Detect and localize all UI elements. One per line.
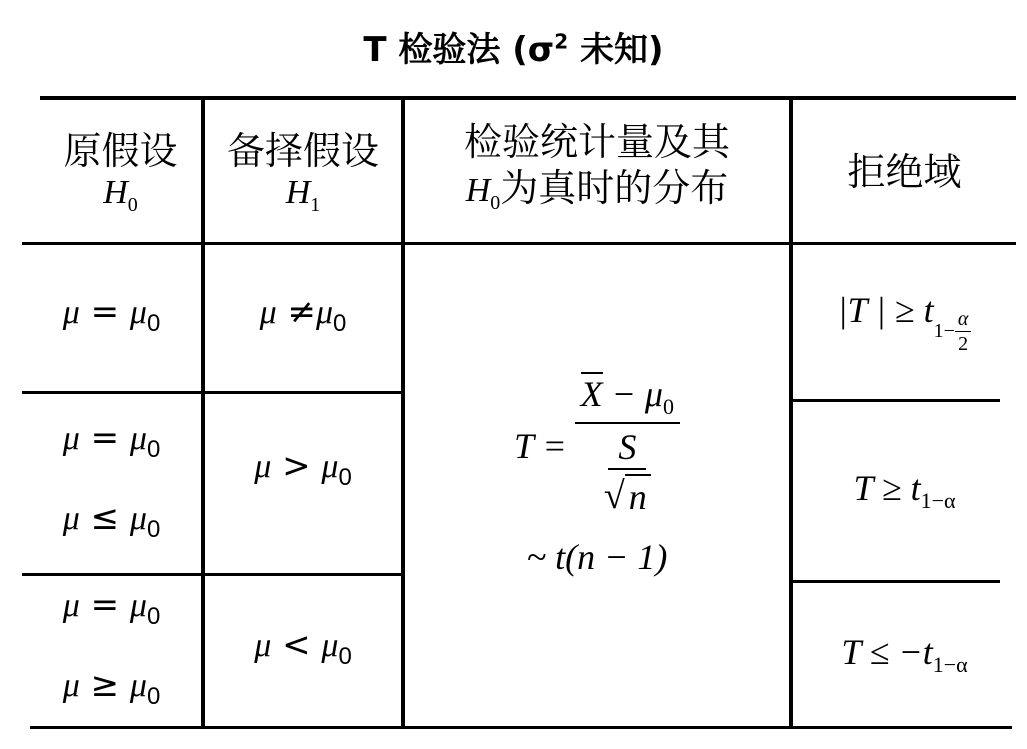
region-formula <box>838 289 972 356</box>
operator: ≤ <box>79 497 130 538</box>
table-top-rule <box>40 96 1016 100</box>
main-fraction <box>575 373 680 518</box>
title-after: 未知) <box>568 30 664 70</box>
region-pre: |T | ≥ t <box>837 289 934 330</box>
page-title <box>0 22 1027 71</box>
mu-symbol: μ <box>259 294 277 332</box>
mu-sub: 0 <box>663 394 675 420</box>
region-sub: 1−α <box>920 488 956 514</box>
t-statistic <box>514 373 680 518</box>
radical-sign: √ <box>603 475 625 518</box>
distribution: ~ t(n − 1) <box>526 537 668 578</box>
row1-null <box>22 245 201 391</box>
header-null-label: 原假设 <box>63 128 178 173</box>
subscript: 0 <box>338 463 352 491</box>
row3-null <box>22 576 201 726</box>
mu-symbol: μ <box>254 627 272 665</box>
den-s: S <box>608 426 646 470</box>
region-fraction <box>955 307 972 356</box>
region-sub <box>934 307 972 356</box>
header-stat-line2: 为真时的分布 <box>500 165 729 210</box>
mu-symbol: μ <box>129 667 147 704</box>
header-alt-hypothesis <box>205 112 401 232</box>
minus-mu: − μ <box>602 373 664 414</box>
h0-sub: 0 <box>127 193 138 216</box>
hyp-line <box>63 651 161 731</box>
region-formula <box>841 631 967 678</box>
subscript: 0 <box>146 682 161 710</box>
operator: ≥ <box>79 665 130 705</box>
table-bottom-rule <box>30 726 1012 729</box>
operator: = <box>79 585 130 626</box>
hyp-line <box>63 278 161 358</box>
mu-symbol: μ <box>254 447 272 485</box>
row3-region <box>793 583 1016 726</box>
mu-symbol: μ <box>129 499 147 537</box>
header-rejection <box>793 112 1016 232</box>
region-formula <box>853 467 955 514</box>
operator: < <box>271 625 322 666</box>
fraction-numerator <box>575 373 680 422</box>
stat-h0-letter: H <box>465 171 491 209</box>
mu-symbol: μ <box>129 587 147 625</box>
row2-region <box>793 402 1016 580</box>
header-alt-label: 备择假设 <box>226 128 379 173</box>
row3-alt <box>205 576 401 726</box>
header-null-hypothesis <box>40 112 201 232</box>
mu-symbol: μ <box>62 294 80 332</box>
mu-symbol: μ <box>129 419 147 457</box>
operator: ≠ <box>276 292 316 333</box>
fraction-denominator <box>604 424 651 518</box>
h1-letter: H <box>285 173 311 211</box>
fraction-den: 2 <box>958 332 969 355</box>
operator: = <box>79 292 130 333</box>
h1-sub: 1 <box>310 193 321 216</box>
subscript: 0 <box>333 309 347 337</box>
hyp-line <box>63 484 161 564</box>
region-pre: T ≤ −t <box>841 631 933 672</box>
header-null-symbol <box>103 174 138 217</box>
xbar: X <box>580 373 603 414</box>
hyp-line <box>63 404 161 484</box>
title-sup: 2 <box>554 29 569 54</box>
subscript: 0 <box>146 603 161 630</box>
hyp-line <box>254 611 352 691</box>
header-alt-symbol <box>286 174 321 217</box>
subscript: 0 <box>146 435 161 463</box>
mu-symbol: μ <box>321 447 339 485</box>
statistic-formula <box>405 245 789 726</box>
mu-symbol: μ <box>62 667 80 704</box>
operator: = <box>79 417 130 458</box>
header-stat-h0 <box>465 171 501 214</box>
stat-h0-sub: 0 <box>490 191 501 214</box>
header-rejection-label: 拒绝域 <box>847 150 962 194</box>
mu-symbol: μ <box>321 627 339 665</box>
t-lhs: T = <box>513 425 567 466</box>
subscript: 0 <box>146 309 161 337</box>
region-sub: 1−α <box>932 652 968 678</box>
header-stat-line2-wrap <box>466 165 729 226</box>
row1-region <box>793 245 1016 399</box>
fraction-num: α <box>955 307 972 332</box>
mu-symbol: μ <box>129 294 147 332</box>
header-statistic <box>405 112 789 232</box>
operator: > <box>271 445 322 486</box>
subscript: 0 <box>146 515 161 543</box>
region-pre: T ≥ t <box>853 468 921 509</box>
hyp-line <box>254 432 352 512</box>
header-stat-line1: 检验统计量及其 <box>463 119 730 164</box>
mu-symbol: μ <box>62 419 80 457</box>
mu-symbol: μ <box>62 499 80 537</box>
row2-null <box>22 394 201 573</box>
row1-alt <box>205 245 401 391</box>
subscript: 0 <box>338 642 352 670</box>
hyp-line <box>260 278 347 358</box>
title-text: T 检验法 (σ <box>363 30 555 70</box>
hyp-line <box>63 571 161 651</box>
region-sub-pre: 1− <box>933 319 955 342</box>
mu-symbol: μ <box>62 587 80 625</box>
radicand: n <box>625 474 651 518</box>
h0-letter: H <box>103 173 128 211</box>
sqrt-n <box>604 474 651 518</box>
mu-symbol: μ <box>315 294 334 332</box>
row2-alt <box>205 394 401 549</box>
